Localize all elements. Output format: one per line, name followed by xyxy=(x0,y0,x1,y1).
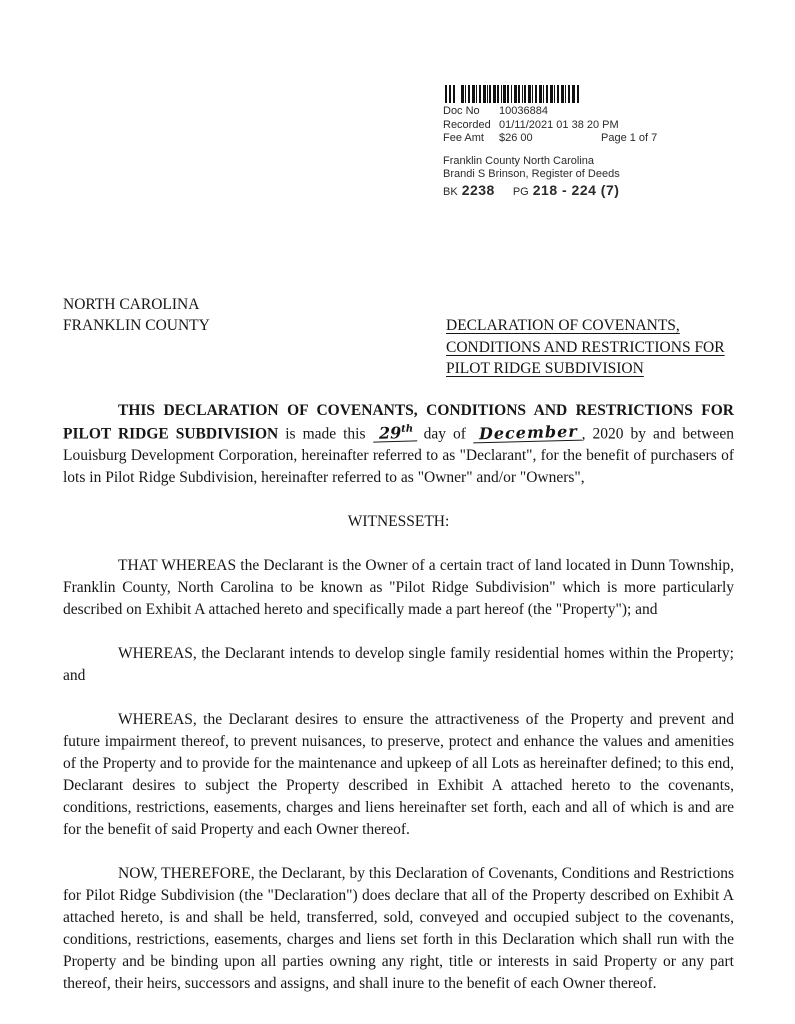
paragraph-declaration-rest: , 2020 by and between Louisburg Development Corporation, hereinafter referred to as "Declarant", for the benefit of purchasers of lots in Pilot Ridge Subdivision, hereinafter referred to as "Owner" and/or "Owners", xyxy=(63,424,734,486)
fee-value: $26 00 xyxy=(499,132,533,144)
stamp-fee-row xyxy=(443,132,683,146)
title-line-1: DECLARATION OF COVENANTS, xyxy=(446,317,680,334)
recorded-value: 01/11/2021 01 38 20 PM xyxy=(499,118,619,131)
county-line: FRANKLIN COUNTY xyxy=(63,317,210,334)
stamp-doc-no-row xyxy=(443,105,683,119)
handwritten-day xyxy=(372,421,417,442)
doc-no-label: Doc No xyxy=(443,105,480,117)
witnesseth-heading: WITNESSETH: xyxy=(347,512,450,530)
stamp-recorded-row xyxy=(443,119,683,133)
state-line: NORTH CAROLINA xyxy=(63,296,200,313)
recorder-stamp xyxy=(443,85,683,199)
paragraph-declaration-made xyxy=(63,400,734,489)
stamp-register-line: Brandi S Brinson, Register of Deeds xyxy=(443,168,620,180)
day-suffix: th xyxy=(400,423,413,435)
doc-no-value: 10036884 xyxy=(499,105,548,117)
title-line-2: CONDITIONS AND RESTRICTIONS FOR xyxy=(446,338,725,356)
pg-label: PG xyxy=(512,185,529,198)
handwritten-month: December xyxy=(473,423,582,443)
made-this-text: is made this xyxy=(278,424,373,442)
barcode-icon xyxy=(445,85,580,103)
document-content xyxy=(63,294,734,995)
declaration-title-bold: THIS DECLARATION OF COVENANTS, CONDITIONS AND RESTRICTIONS FOR PILOT RIDGE SUBDIVISION xyxy=(63,401,734,442)
paragraph-whereas-intends: WHEREAS, the Declarant intends to develop single family residential homes within the Property; and xyxy=(63,644,734,684)
state-county-block xyxy=(63,294,210,336)
day-number: 29 xyxy=(378,422,402,443)
stamp-county-line: Franklin County North Carolina xyxy=(443,154,595,167)
bk-value: 2238 xyxy=(461,181,495,198)
recorded-label: Recorded xyxy=(443,118,491,131)
paragraph-now-therefore: NOW, THEREFORE, the Declarant, by this Declaration of Covenants, Conditions and Restrictions for Pilot Ridge Subdivision (the "Declaration") does declare that all of the Property described on Exhibit A attached hereto, is and shall be held, transferred, sold, conveyed and occupied subject to the covenants, conditions, restrictions, easements, charges and liens set forth in this Declaration which shall run with the Property and be binding upon all parties owning any right, title or interests in said Property or any part thereof, their heirs, successors and assigns, and shall inure to the benefit of each Owner thereof. xyxy=(63,864,734,992)
pg-value: 218 - 224 (7) xyxy=(532,181,620,198)
title-line-3: PILOT RIDGE SUBDIVISION xyxy=(446,360,644,377)
paragraph-that-whereas: THAT WHEREAS the Declarant is the Owner of a certain tract of land located in Dunn Township, Franklin County, North Carolina to be known as "Pilot Ridge Subdivision" which is more particularly described on Exhibit A attached hereto and specifically made a part hereof (the "Property"); and xyxy=(63,556,734,618)
document-title xyxy=(446,315,734,380)
paragraph-whereas-desires: WHEREAS, the Declarant desires to ensure the attractiveness of the Property and prevent and future impairment thereof, to prevent nuisances, to preserve, protect and enhance the values and amenities of the Property and to provide for the maintenance and upkeep of all Lots as hereinafter defined; to this end, Declarant desires to subject the Property described in Exhibit A attached hereto to the covenants, conditions, restrictions, easements, charges and liens hereinafter set forth, each and all of which is and are for the benefit of said Property and each Owner thereof. xyxy=(63,710,734,838)
fee-label: Fee Amt xyxy=(443,132,484,144)
book-page-line xyxy=(443,181,683,200)
page-count: Page 1 of 7 xyxy=(601,132,658,144)
day-of-text: day of xyxy=(416,424,473,442)
document-header xyxy=(63,294,734,380)
register-of-deeds-block xyxy=(443,155,683,200)
bk-label: BK xyxy=(443,185,458,198)
